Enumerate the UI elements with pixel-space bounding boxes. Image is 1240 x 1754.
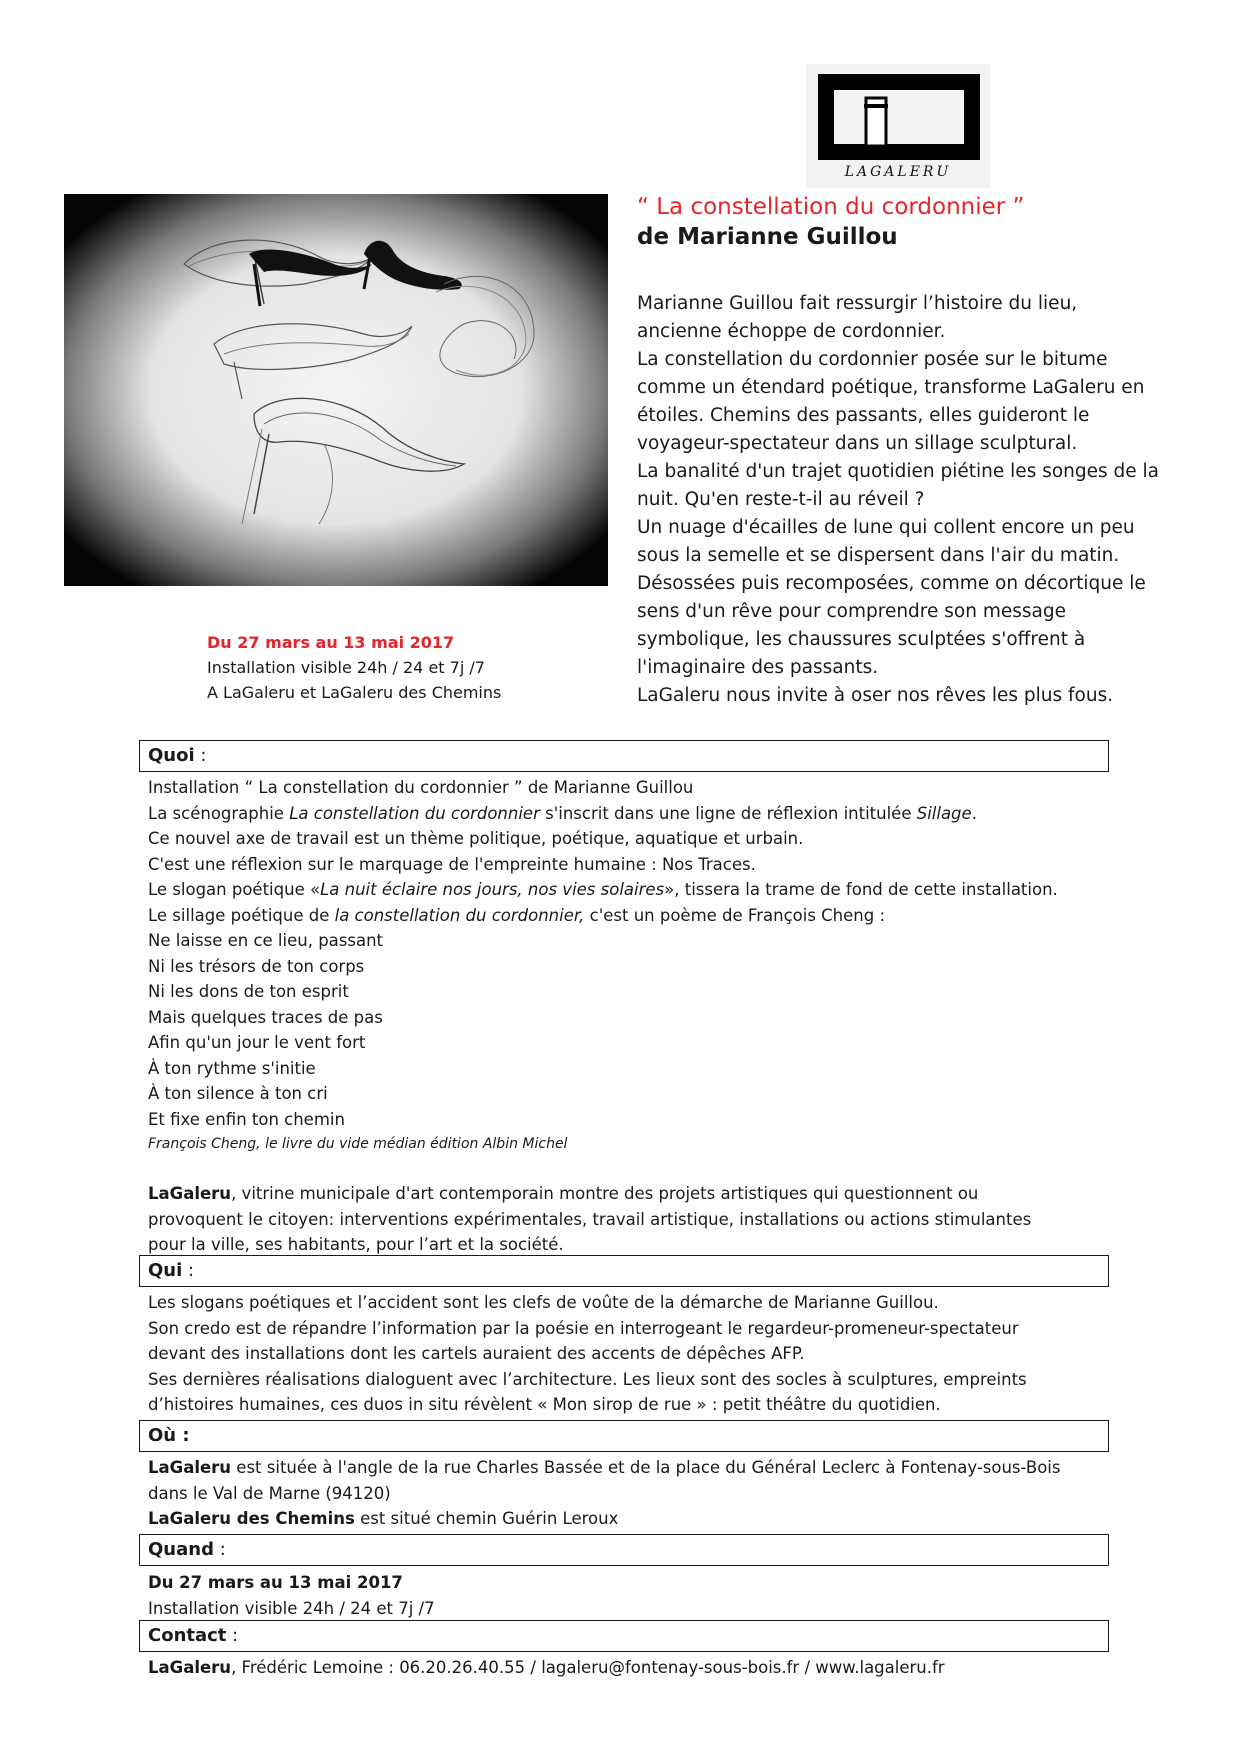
intro-line: Désossées puis recomposées, comme on décortique le xyxy=(637,573,1146,594)
bold-text: LaGaleru des Chemins xyxy=(148,1509,355,1528)
contact-details: , Frédéric Lemoine : 06.20.26.40.55 / lagaleru@fontenay-sous-bois.fr / www.lagaleru.fr xyxy=(231,1658,945,1677)
intro-line: nuit. Qu'en reste-t-il au réveil ? xyxy=(637,489,925,510)
intro-line: ancienne échoppe de cordonnier. xyxy=(637,321,946,342)
intro-line: voyageur-spectateur dans un sillage sculptural. xyxy=(637,433,1078,454)
section-body-contact xyxy=(148,1655,1148,1681)
heading-suffix: : xyxy=(213,1539,226,1560)
text: Le sillage poétique de xyxy=(148,905,335,925)
heading-label: Quand xyxy=(148,1539,214,1560)
lagaleru-logo xyxy=(806,64,990,188)
bold-text: Du 27 mars au 13 mai 2017 xyxy=(148,1573,403,1592)
heading-suffix: : xyxy=(182,1260,195,1281)
intro-line: La banalité d'un trajet quotidien piétine les songes de la xyxy=(637,461,1160,482)
quand-visibility: Installation visible 24h / 24 et 7j /7 xyxy=(148,1598,435,1618)
ou-line1 xyxy=(148,1455,1148,1481)
document-title xyxy=(637,192,1197,252)
italic-text: Sillage xyxy=(916,803,972,823)
text: . xyxy=(971,803,977,823)
heading-label: Où : xyxy=(148,1425,190,1446)
qui-line: devant des installations dont les cartels auraient des accents de dépêches AFP. xyxy=(148,1344,805,1363)
section-body-quoi xyxy=(148,775,1148,1258)
heading-label: Contact xyxy=(148,1625,227,1646)
contact-line xyxy=(148,1655,1148,1681)
section-heading-quoi xyxy=(139,740,1109,772)
dates-range: Du 27 mars au 13 mai 2017 xyxy=(207,633,455,652)
lagaleru-desc-line3: pour la ville, ses habitants, pour l’art et la société. xyxy=(148,1235,564,1254)
section-heading-ou xyxy=(139,1420,1109,1452)
intro-line: l'imaginaire des passants. xyxy=(637,657,879,678)
intro-line: sens d'un rêve pour comprendre son message xyxy=(637,601,1066,622)
italic-text: La constellation du cordonnier xyxy=(289,803,540,823)
heading-label: Qui xyxy=(148,1260,183,1281)
section-heading-quand xyxy=(139,1534,1109,1566)
heading-suffix: : xyxy=(194,745,207,766)
section-body-qui xyxy=(148,1290,1148,1418)
quoi-line3: Ce nouvel axe de travail est un thème politique, poétique, aquatique et urbain. xyxy=(148,829,804,848)
ou-line3 xyxy=(148,1506,1148,1532)
poem-line: Et fixe enfin ton chemin xyxy=(148,1109,345,1129)
poem-line: Ne laisse en ce lieu, passant xyxy=(148,931,384,950)
section-heading-qui xyxy=(139,1255,1109,1287)
italic-text: la constellation du cordonnier, xyxy=(334,905,585,925)
text: est située à l'angle de la rue Charles Bassée et de la place du Général Leclerc à Fontenay-sous-Bois xyxy=(231,1458,1061,1477)
intro-line: La constellation du cordonnier posée sur le bitume xyxy=(637,349,1108,370)
intro-line: étoiles. Chemins des passants, elles guideront le xyxy=(637,405,1090,426)
text: Le slogan poétique « xyxy=(148,880,321,899)
qui-line: Les slogans poétiques et l’accident sont les clefs de voûte de la démarche de Marianne Guillou. xyxy=(148,1293,939,1312)
quoi-line4: C'est une réflexion sur le marquage de l'empreinte humaine : Nos Traces. xyxy=(148,854,756,874)
intro-line: symbolique, les chaussures sculptées s'offrent à xyxy=(637,629,1086,650)
poem-line: À ton rythme s'initie xyxy=(148,1058,316,1078)
heading-label: Quoi xyxy=(148,745,195,766)
intro-line: Marianne Guillou fait ressurgir l’histoire du lieu, xyxy=(637,293,1078,314)
quand-dates xyxy=(148,1570,1148,1596)
section-heading-contact xyxy=(139,1620,1109,1652)
dates-visibility: Installation visible 24h / 24 et 7j /7 xyxy=(207,658,485,677)
text: La scénographie xyxy=(148,803,290,823)
intro-text xyxy=(637,290,1177,710)
intro-line: comme un étendard poétique, transforme LaGaleru en xyxy=(637,377,1145,398)
quoi-line6 xyxy=(148,903,1148,929)
title-line2: de Marianne Guillou xyxy=(637,224,898,250)
shoes-sculpture-image xyxy=(64,194,608,586)
italic-text: La nuit éclaire nos jours, nos vies solaires xyxy=(320,880,665,899)
text: », tissera la trame de fond de cette installation. xyxy=(664,880,1058,899)
text: c'est un poème de François Cheng : xyxy=(584,905,886,925)
poem-line: À ton silence à ton cri xyxy=(148,1084,328,1103)
logo-text: LAGALERU xyxy=(844,164,952,180)
qui-line: d’histoires humaines, ces duos in situ révèlent « Mon sirop de rue » : petit théâtre du quotidien. xyxy=(148,1395,941,1414)
section-body-quand xyxy=(148,1570,1148,1621)
bold-text: LaGaleru xyxy=(148,1658,232,1677)
text: s'inscrit dans une ligne de réflexion intitulée xyxy=(539,803,917,823)
poem-line: Afin qu'un jour le vent fort xyxy=(148,1033,366,1052)
text: est situé chemin Guérin Leroux xyxy=(354,1509,619,1528)
intro-line: LaGaleru nous invite à oser nos rêves les plus fous. xyxy=(637,685,1114,706)
title-line1: “ La constellation du cordonnier ” xyxy=(637,194,1025,220)
bold-text: LaGaleru xyxy=(148,1458,232,1477)
poem-line: Mais quelques traces de pas xyxy=(148,1007,383,1027)
text: , vitrine municipale d'art contemporain montre des projets artistiques qui questionnent ou xyxy=(231,1184,979,1203)
section-body-ou xyxy=(148,1455,1148,1532)
quoi-line5 xyxy=(148,877,1148,903)
poem-line: Ni les trésors de ton corps xyxy=(148,956,365,976)
qui-line: Ses dernières réalisations dialoguent avec l’architecture. Les lieux sont des socles à sculptures, empreints xyxy=(148,1369,1027,1389)
lagaleru-name: LaGaleru xyxy=(148,1184,232,1203)
intro-line: sous la semelle et se dispersent dans l'air du matin. xyxy=(637,545,1120,566)
quoi-line1: Installation “ La constellation du cordonnier ” de Marianne Guillou xyxy=(148,778,694,797)
quoi-line2 xyxy=(148,801,1148,827)
lagaleru-desc-line2: provoquent le citoyen: interventions expérimentales, travail artistique, installations ou actions stimulantes xyxy=(148,1209,1032,1229)
poem-citation: François Cheng, le livre du vide médian édition Albin Michel xyxy=(148,1136,568,1152)
dates-location: A LaGaleru et LaGaleru des Chemins xyxy=(207,683,502,702)
ou-line2: dans le Val de Marne (94120) xyxy=(148,1483,391,1503)
lagaleru-desc-line1 xyxy=(148,1181,1148,1207)
intro-line: Un nuage d'écailles de lune qui collent encore un peu xyxy=(637,517,1135,538)
dates-info xyxy=(207,630,501,705)
heading-suffix: : xyxy=(226,1625,239,1646)
poem-line: Ni les dons de ton esprit xyxy=(148,982,349,1001)
qui-line: Son credo est de répandre l’information par la poésie en interrogeant le regardeur-promeneur-spectateur xyxy=(148,1318,1019,1338)
